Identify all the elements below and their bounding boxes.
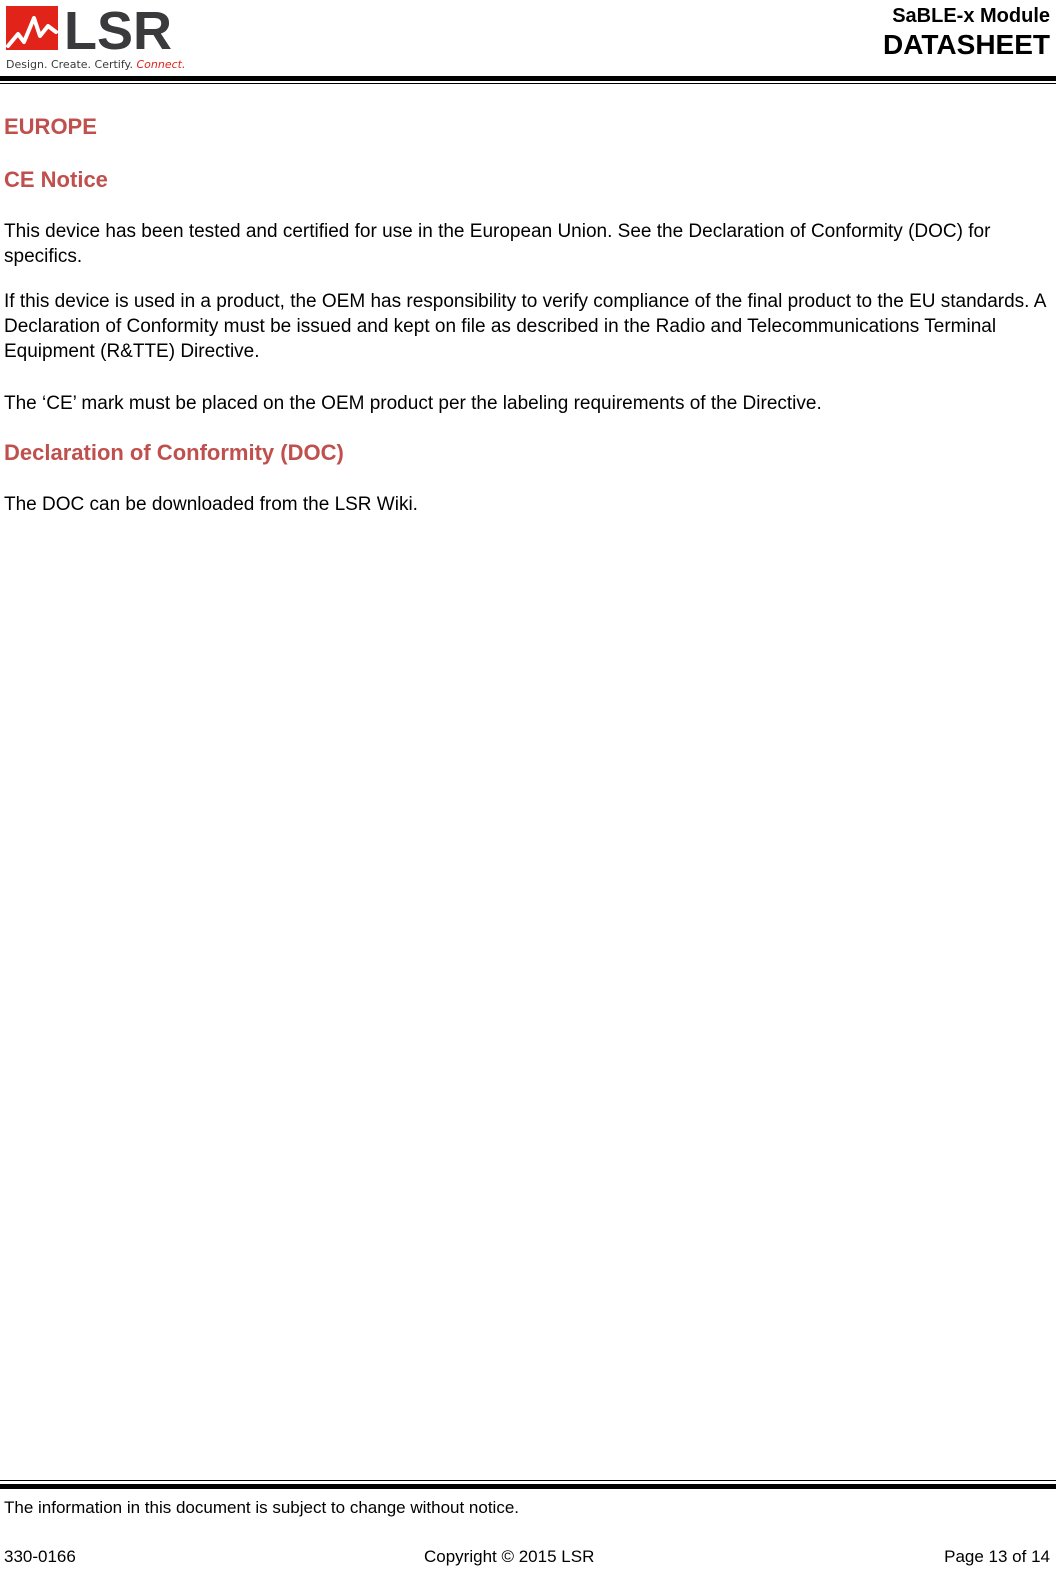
lsr-logo: [4, 2, 204, 72]
paragraph-ce-oem-responsibility: If this device is used in a product, the OEM has responsibility to verify compliance of the final product to the EU standards. A Declaration of Conformity must be issued and kept on file as described in the Radio and Telecommunications Terminal Equipment (R&TTE) Directive.: [4, 291, 1046, 362]
section-title-europe: EUROPE: [4, 114, 97, 139]
paragraph-doc-download: The DOC can be downloaded from the LSR Wiki.: [4, 494, 418, 515]
footer-rule-thick: [0, 1484, 1056, 1489]
heading-declaration-of-conformity: Declaration of Conformity (DOC): [4, 440, 344, 465]
logo-text: LSR: [64, 2, 172, 61]
header-title: [883, 4, 1050, 62]
heading-ce-notice: CE Notice: [4, 167, 108, 192]
paragraph-ce-mark: The ‘CE’ mark must be placed on the OEM product per the labeling requirements of the Directive.: [4, 393, 822, 414]
page-number: Page 13 of 14: [944, 1547, 1050, 1566]
header-rule-thick: [0, 76, 1056, 81]
header-rule-thin: [0, 83, 1056, 84]
document-type: DATASHEET: [883, 29, 1050, 60]
footer-row: [4, 1546, 1050, 1570]
page-content: [4, 112, 1050, 517]
copyright-text: Copyright © 2015 LSR: [424, 1547, 595, 1566]
module-name: SaBLE-x Module: [892, 5, 1050, 27]
footer-rule-thin: [0, 1480, 1056, 1481]
document-number: 330-0166: [4, 1547, 76, 1566]
logo-tagline: Design. Create. Certify. Connect.: [6, 58, 186, 71]
footer-notice: The information in this document is subject to change without notice.: [4, 1498, 520, 1517]
paragraph-ce-tested: This device has been tested and certified for use in the European Union. See the Declaration of Conformity (DOC) for specifics.: [4, 221, 991, 267]
